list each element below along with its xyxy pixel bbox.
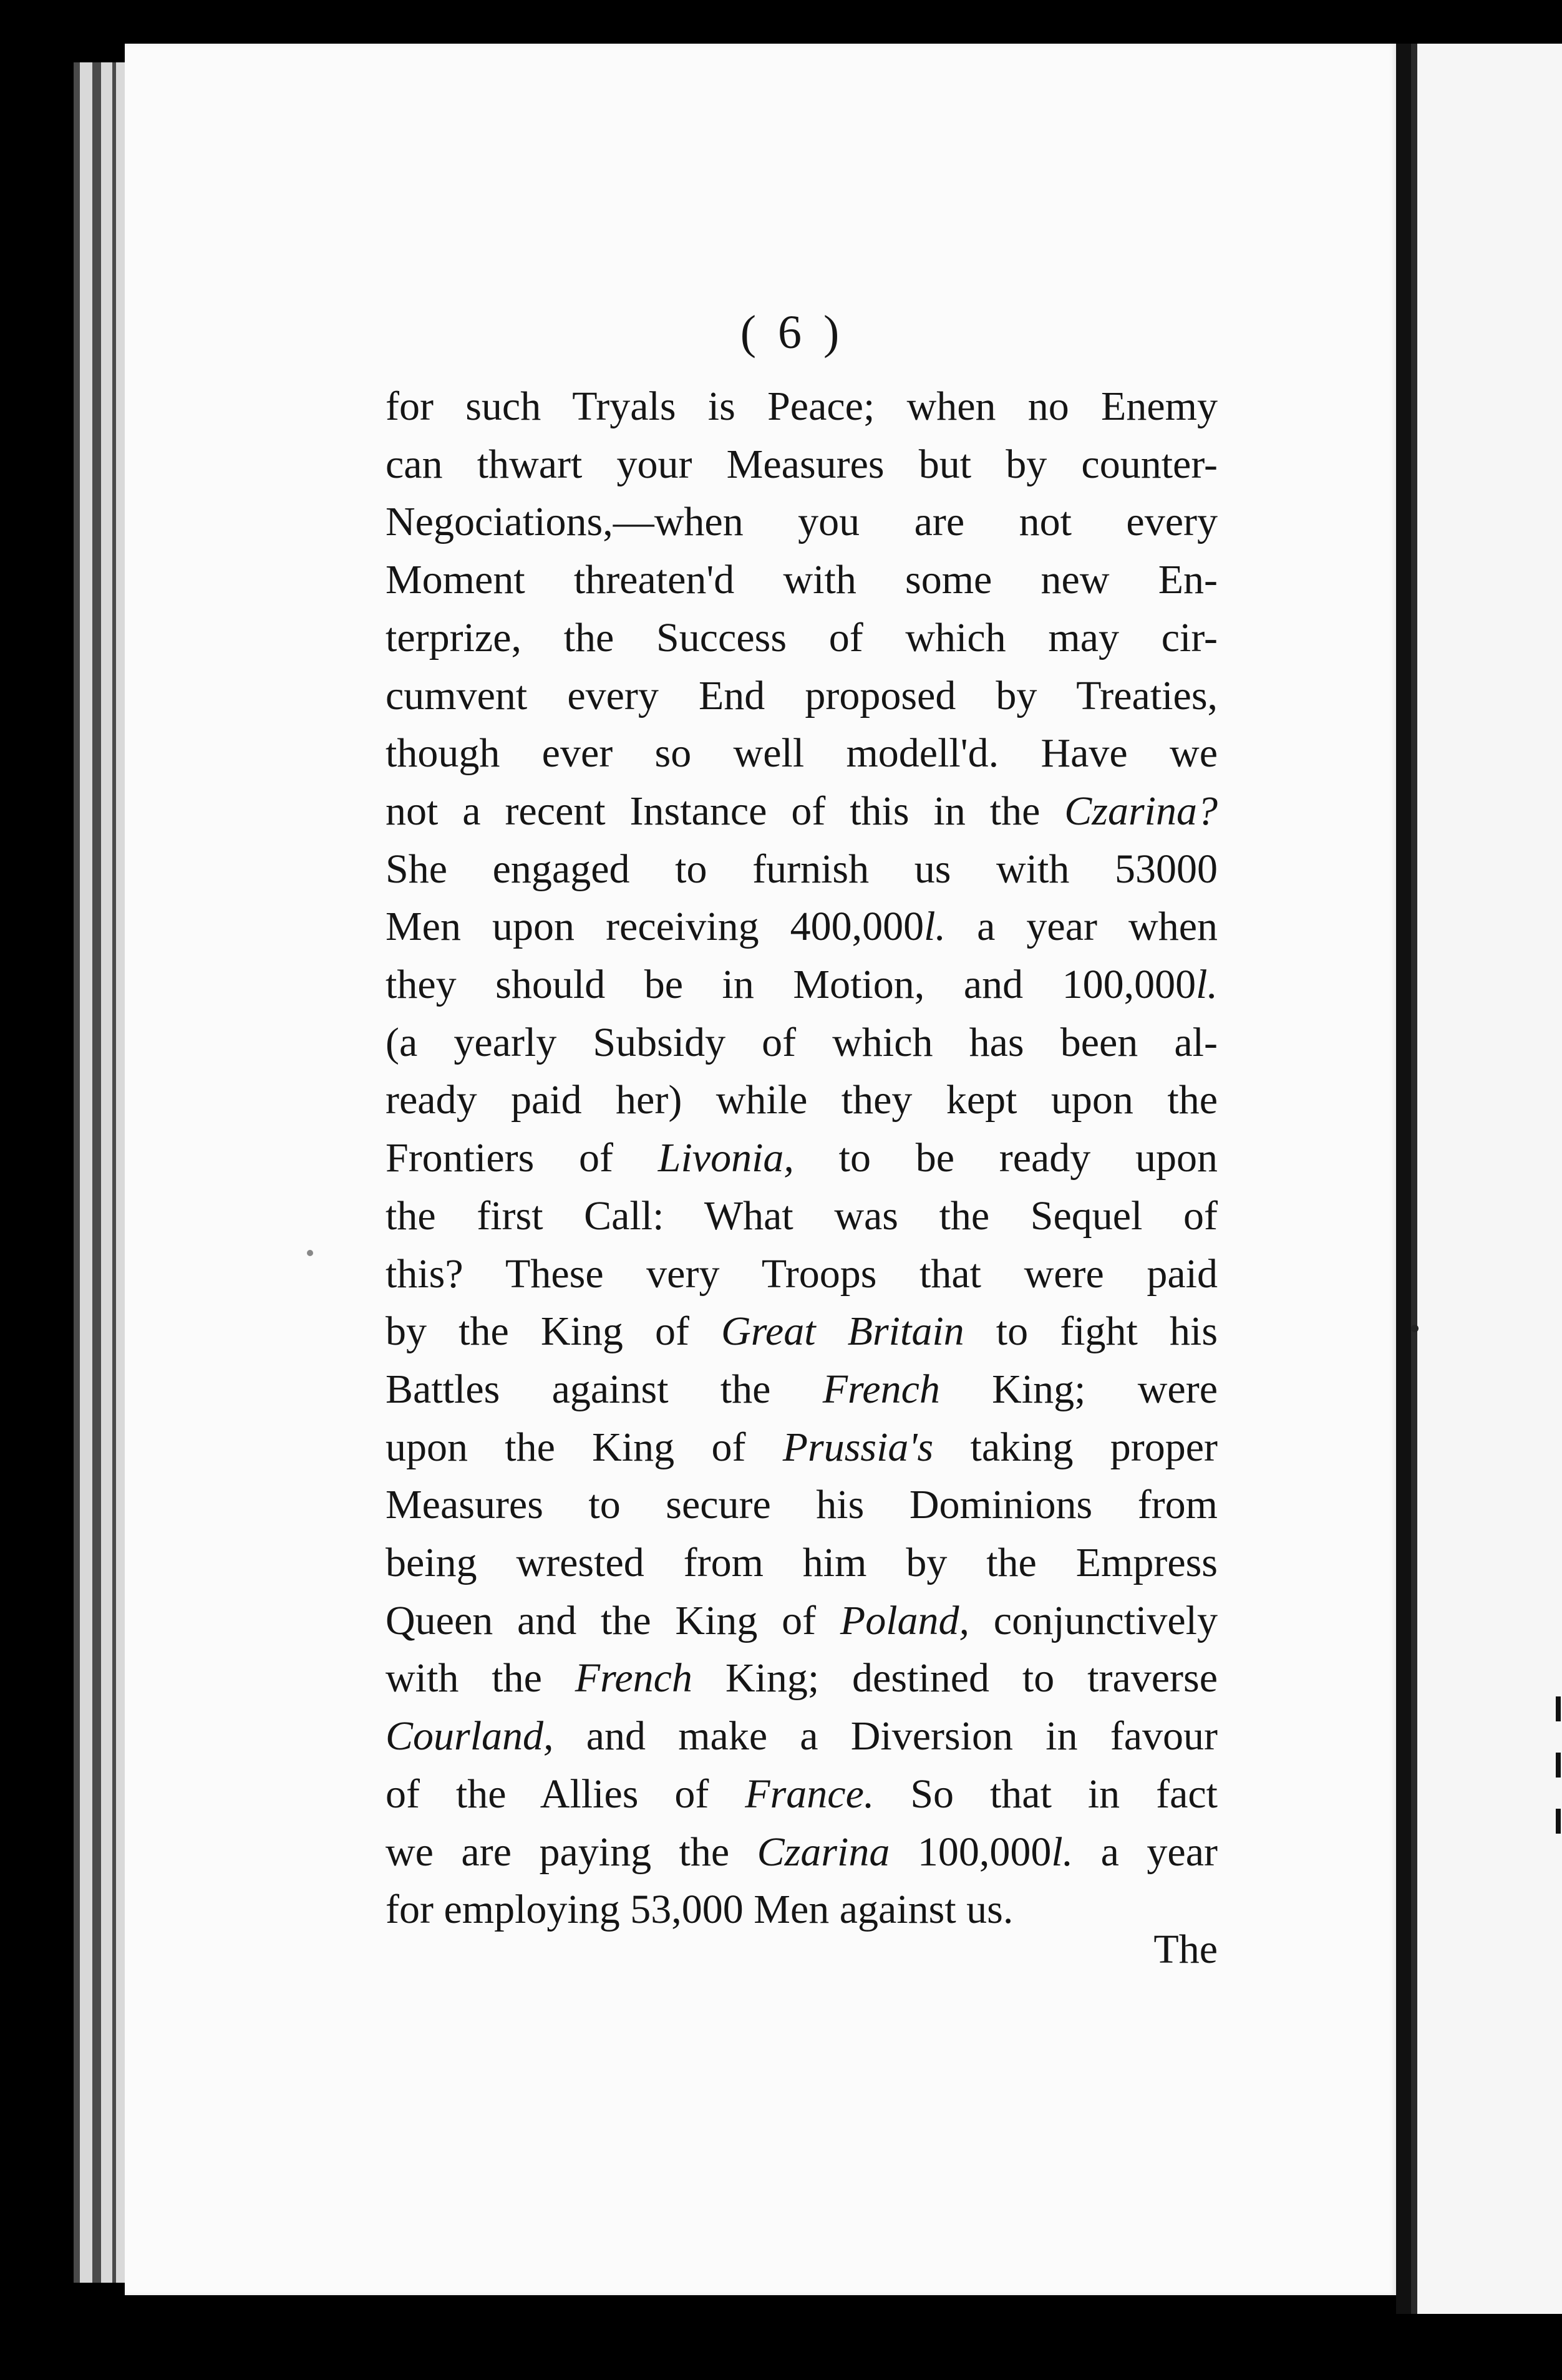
text-line bbox=[386, 783, 1218, 840]
paper-speck bbox=[1411, 1325, 1419, 1332]
italic-text: Courland, bbox=[386, 1713, 554, 1759]
italic-text: France. bbox=[745, 1771, 875, 1817]
paper-speck bbox=[307, 1250, 313, 1256]
roman-text: they should be in Motion, and 100,000 bbox=[386, 962, 1196, 1007]
roman-text: we are paying the bbox=[386, 1829, 757, 1875]
roman-text: King; were bbox=[939, 1367, 1218, 1412]
text-line bbox=[386, 1766, 1218, 1823]
text-line bbox=[386, 667, 1218, 725]
text-line bbox=[386, 1303, 1218, 1360]
text-line bbox=[386, 493, 1218, 551]
page-gutter bbox=[1396, 44, 1411, 2314]
roman-text: for such Tryals is Peace; when no Enemy bbox=[386, 384, 1218, 429]
italic-text: Czarina bbox=[757, 1829, 890, 1875]
roman-text: Battles against the bbox=[386, 1367, 823, 1412]
roman-text: (a yearly Subsidy of which has been al- bbox=[386, 1020, 1218, 1065]
roman-text: 100,000 bbox=[890, 1829, 1052, 1875]
text-line bbox=[386, 378, 1218, 435]
text-line bbox=[386, 1188, 1218, 1245]
roman-text: not a recent Instance of this in the bbox=[386, 788, 1065, 834]
text-line bbox=[386, 1650, 1218, 1707]
roman-text: terprize, the Success of which may cir- bbox=[386, 615, 1218, 660]
roman-text: Measures to secure his Dominions from bbox=[386, 1482, 1218, 1527]
roman-text: Negociations,—when you are not every bbox=[386, 499, 1218, 544]
roman-text: Frontiers of bbox=[386, 1135, 658, 1181]
text-line bbox=[386, 551, 1218, 609]
roman-text: for employing 53,000 Men against us. bbox=[386, 1887, 1014, 1932]
italic-text: Czarina? bbox=[1064, 788, 1218, 834]
text-line bbox=[386, 1071, 1218, 1129]
italic-text: French bbox=[575, 1655, 692, 1701]
roman-text: ready paid her) while they kept upon the bbox=[386, 1077, 1218, 1123]
roman-text: the first Call: What was the Sequel of bbox=[386, 1193, 1218, 1239]
roman-text: with the bbox=[386, 1655, 575, 1701]
next-leaf-edge bbox=[1411, 44, 1562, 2314]
text-line bbox=[386, 898, 1218, 955]
italic-text: Great Britain bbox=[721, 1309, 964, 1354]
text-line bbox=[386, 1130, 1218, 1187]
roman-text: King; destined to traverse bbox=[692, 1655, 1218, 1701]
text-line bbox=[386, 1534, 1218, 1592]
italic-text: Poland, bbox=[840, 1598, 970, 1643]
text-line bbox=[386, 1708, 1218, 1765]
text-line bbox=[386, 1592, 1218, 1650]
roman-text: to fight his bbox=[964, 1309, 1218, 1354]
italic-text: l. bbox=[1051, 1829, 1074, 1875]
roman-text: a year bbox=[1073, 1829, 1218, 1875]
text-line bbox=[386, 841, 1218, 898]
text-line bbox=[386, 725, 1218, 782]
text-line bbox=[386, 1014, 1218, 1071]
text-line bbox=[386, 956, 1218, 1013]
roman-text: can thwart your Measures but by counter- bbox=[386, 442, 1218, 487]
roman-text: of the Allies of bbox=[386, 1771, 745, 1817]
text-line bbox=[386, 1824, 1218, 1881]
roman-text: and make a Diversion in favour bbox=[553, 1713, 1218, 1759]
page-number: ( 6 ) bbox=[740, 306, 845, 359]
roman-text: She engaged to furnish us with 53000 bbox=[386, 846, 1218, 892]
roman-text: to be ready upon bbox=[793, 1135, 1218, 1181]
italic-text: l. bbox=[924, 904, 946, 949]
catchword: The bbox=[1153, 1927, 1218, 1972]
text-line bbox=[386, 436, 1218, 493]
roman-text: Queen and the King of bbox=[386, 1598, 840, 1643]
italic-text: Prussia's bbox=[782, 1425, 934, 1470]
roman-text: cumvent every End proposed by Treaties, bbox=[386, 673, 1218, 718]
roman-text: this? These very Troops that were paid bbox=[386, 1251, 1218, 1297]
text-line bbox=[386, 609, 1218, 667]
roman-text: a year when bbox=[946, 904, 1218, 949]
roman-text: Moment threaten'd with some new En- bbox=[386, 557, 1218, 602]
roman-text: being wrested from him by the Empress bbox=[386, 1540, 1218, 1585]
roman-text: Men upon receiving 400,000 bbox=[386, 904, 924, 949]
roman-text: by the King of bbox=[386, 1309, 722, 1354]
text-line bbox=[386, 1476, 1218, 1534]
text-line bbox=[386, 1419, 1218, 1476]
roman-text: taking proper bbox=[933, 1425, 1218, 1470]
roman-text: So that in fact bbox=[874, 1771, 1218, 1817]
italic-text: Livonia, bbox=[657, 1135, 794, 1181]
italic-text: French bbox=[822, 1367, 940, 1412]
text-line bbox=[386, 1361, 1218, 1418]
roman-text: though ever so well modell'd. Have we bbox=[386, 730, 1218, 776]
italic-text: l. bbox=[1196, 962, 1218, 1007]
text-line bbox=[386, 1246, 1218, 1303]
roman-text: conjunctively bbox=[969, 1598, 1218, 1643]
roman-text: upon the King of bbox=[386, 1425, 783, 1470]
